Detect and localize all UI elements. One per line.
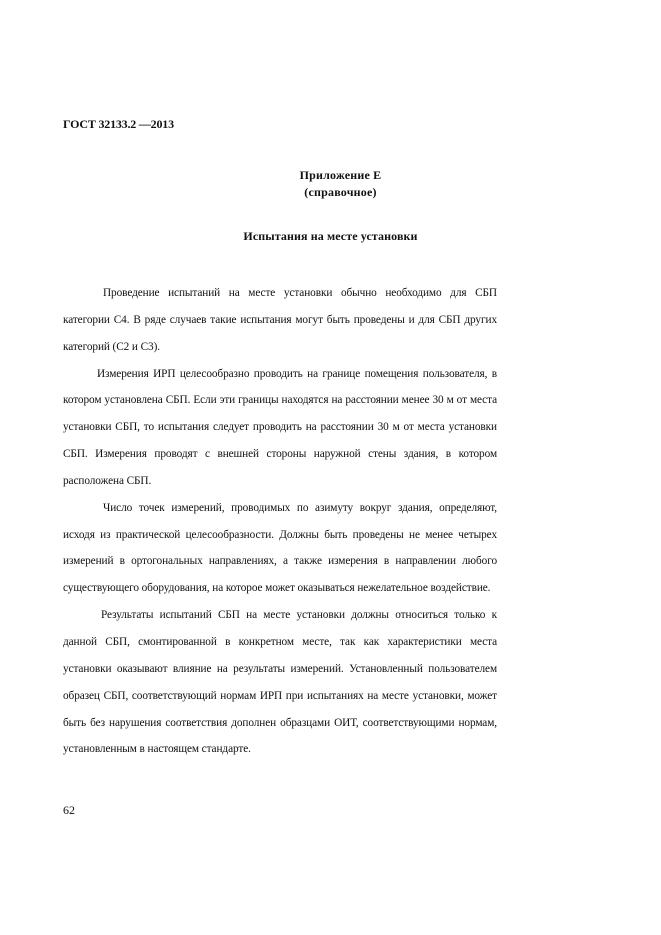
paragraph-2: Измерения ИРП целесообразно проводить на границе помещения пользователя, в котором установлена СБП. Если эти границы находятся на расстоянии менее 30 м от места установки СБП, то испытания следует проводить на расстоянии 30 м от места установки СБП. Измерения проводят с внешней стороны наружной стены здания, в котором расположена СБП. <box>63 367 497 487</box>
page-number: 62 <box>63 803 75 817</box>
standard-header: ГОСТ 32133.2 —2013 <box>63 117 174 131</box>
section-title: Испытания на месте установки <box>243 229 418 243</box>
appendix-label: Приложение Е <box>299 168 382 182</box>
paragraph-3: Число точек измерений, проводимых по азимуту вокруг здания, определяют, исходя из практической целесообразности. Должны быть проведены не менее четырех измерений в ортогональных направлениях, а также измерения в направлении любого существующего оборудования, на которое может оказываться нежелательное воздействие. <box>63 501 497 595</box>
appendix-type: (справочное) <box>304 185 377 199</box>
body-text <box>63 280 497 763</box>
paragraph-1: Проведение испытаний на месте установки обычно необходимо для СБП категории С4. В ряде случаев такие испытания могут быть проведены и для СБП других категорий (С2 и С3). <box>63 287 497 353</box>
paragraph-4: Результаты испытаний СБП на месте установки должны относиться только к данной СБП, смонтированной в конкретном месте, так как характеристики места установки оказывают влияние на результаты измерений. Установленный пользователем образец СБП, соответствующий нормам ИРП при испытаниях на месте установки, может быть без нарушения соответствия дополнен образцами ОИТ, соответствующими нормам, установленным в настоящем стандарте. <box>63 609 497 756</box>
